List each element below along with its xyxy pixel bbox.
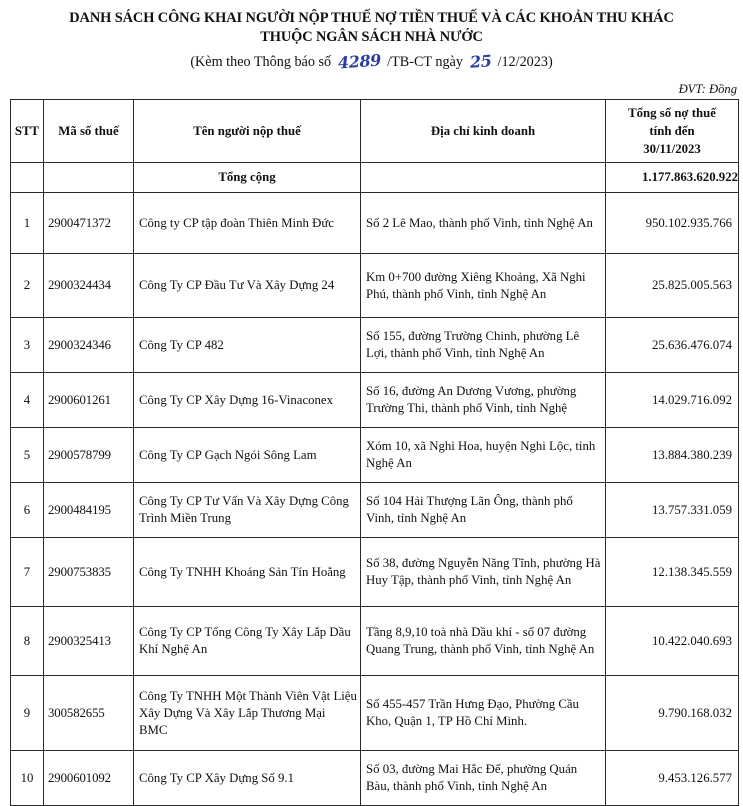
row-stt: 10 xyxy=(11,751,44,806)
table-row xyxy=(11,373,739,428)
column-header-stt: STT xyxy=(11,100,44,163)
table-row xyxy=(11,254,739,318)
row-business-address: Số 03, đường Mai Hắc Đế, phường Quán Bàu, thành phố Vinh, tỉnh Nghệ An xyxy=(361,751,606,806)
row-total-debt: 25.636.476.074 xyxy=(606,318,739,373)
row-stt: 6 xyxy=(11,483,44,538)
column-header-total-debt-line-1: Tổng số nợ thuế xyxy=(628,106,716,120)
row-business-address: Xóm 10, xã Nghi Hoa, huyện Nghi Lộc, tỉnh Nghệ An xyxy=(361,428,606,483)
subtitle-suffix-text: /12/2023) xyxy=(497,54,553,70)
row-taxpayer-name: Công Ty CP Xây Dựng Số 9.1 xyxy=(134,751,361,806)
row-business-address: Số 38, đường Nguyễn Năng Tĩnh, phường Hà Huy Tập, thành phố Vinh, tỉnh Nghệ An xyxy=(361,538,606,607)
total-row-stt-cell xyxy=(11,163,44,193)
column-header-taxpayer-name: Tên người nộp thuế xyxy=(134,100,361,163)
handwritten-day-number: 25 xyxy=(468,51,492,72)
column-header-total-debt-line-3: 30/11/2023 xyxy=(643,142,701,156)
debt-table-body xyxy=(11,163,739,806)
row-taxpayer-name: Công Ty CP Gạch Ngói Sông Lam xyxy=(134,428,361,483)
subtitle-prefix-text: (Kèm theo Thông báo số xyxy=(190,54,332,70)
total-row-address-cell xyxy=(361,163,606,193)
row-business-address: Số 104 Hải Thượng Lãn Ông, thành phố Vinh, tỉnh Nghệ An xyxy=(361,483,606,538)
document-title-line-2: THUỘC NGÂN SÁCH NHÀ NƯỚC xyxy=(260,29,483,45)
row-business-address: Tầng 8,9,10 toà nhà Dầu khí - số 07 đường Quang Trung, thành phố Vinh, tỉnh Nghệ An xyxy=(361,607,606,676)
row-total-debt: 9.790.168.032 xyxy=(606,676,739,751)
document-subtitle xyxy=(0,52,743,72)
row-tax-code: 2900324346 xyxy=(44,318,134,373)
row-total-debt: 12.138.345.559 xyxy=(606,538,739,607)
total-row-tax-code-cell xyxy=(44,163,134,193)
column-header-business-address: Địa chỉ kinh doanh xyxy=(361,100,606,163)
row-stt: 1 xyxy=(11,193,44,254)
row-business-address: Số 155, đường Trường Chinh, phường Lê Lợi, thành phố Vinh, tỉnh Nghệ An xyxy=(361,318,606,373)
table-row xyxy=(11,751,739,806)
row-taxpayer-name: Công Ty CP Tổng Công Ty Xây Lắp Dầu Khí Nghệ An xyxy=(134,607,361,676)
debt-table xyxy=(10,99,739,806)
row-total-debt: 14.029.716.092 xyxy=(606,373,739,428)
table-row xyxy=(11,607,739,676)
table-row xyxy=(11,318,739,373)
row-taxpayer-name: Công Ty TNHH Khoáng Sản Tín Hoằng xyxy=(134,538,361,607)
total-row xyxy=(11,163,739,193)
table-header-row xyxy=(11,100,739,163)
row-tax-code: 300582655 xyxy=(44,676,134,751)
row-total-debt: 13.884.380.239 xyxy=(606,428,739,483)
row-tax-code: 2900578799 xyxy=(44,428,134,483)
row-tax-code: 2900324434 xyxy=(44,254,134,318)
row-taxpayer-name: Công ty CP tập đoàn Thiên Minh Đức xyxy=(134,193,361,254)
row-taxpayer-name: Công Ty CP Đầu Tư Và Xây Dựng 24 xyxy=(134,254,361,318)
row-stt: 9 xyxy=(11,676,44,751)
row-tax-code: 2900484195 xyxy=(44,483,134,538)
document-title-line-1: DANH SÁCH CÔNG KHAI NGƯỜI NỘP THUẾ NỢ TIỀN THUẾ VÀ CÁC KHOẢN THU KHÁC xyxy=(69,10,674,26)
table-row xyxy=(11,428,739,483)
column-header-tax-code: Mã số thuế xyxy=(44,100,134,163)
row-stt: 8 xyxy=(11,607,44,676)
column-header-total-debt xyxy=(606,100,739,163)
row-stt: 7 xyxy=(11,538,44,607)
total-row-amount: 1.177.863.620.922 xyxy=(606,163,739,193)
row-business-address: Số 2 Lê Mao, thành phố Vinh, tỉnh Nghệ An xyxy=(361,193,606,254)
row-stt: 4 xyxy=(11,373,44,428)
table-row xyxy=(11,538,739,607)
row-business-address: Số 16, đường An Dương Vương, phường Trường Thi, thành phố Vinh, tỉnh Nghệ xyxy=(361,373,606,428)
row-taxpayer-name: Công Ty TNHH Một Thành Viên Vật Liệu Xây Dựng Và Xây Lắp Thương Mại BMC xyxy=(134,676,361,751)
row-taxpayer-name: Công Ty CP 482 xyxy=(134,318,361,373)
table-row xyxy=(11,193,739,254)
row-tax-code: 2900325413 xyxy=(44,607,134,676)
table-row xyxy=(11,676,739,751)
column-header-total-debt-line-2: tính đến xyxy=(649,124,695,138)
row-taxpayer-name: Công Ty CP Tư Vấn Và Xây Dựng Công Trình Miền Trung xyxy=(134,483,361,538)
table-row xyxy=(11,483,739,538)
currency-unit-label: ĐVT: Đồng xyxy=(678,82,737,96)
row-tax-code: 2900601092 xyxy=(44,751,134,806)
row-stt: 3 xyxy=(11,318,44,373)
debt-table-container xyxy=(10,99,738,806)
row-total-debt: 10.422.040.693 xyxy=(606,607,739,676)
row-stt: 5 xyxy=(11,428,44,483)
row-stt: 2 xyxy=(11,254,44,318)
row-tax-code: 2900753835 xyxy=(44,538,134,607)
row-tax-code: 2900471372 xyxy=(44,193,134,254)
row-total-debt: 9.453.126.577 xyxy=(606,751,739,806)
handwritten-notice-number: 4289 xyxy=(337,50,382,73)
row-total-debt: 950.102.935.766 xyxy=(606,193,739,254)
row-total-debt: 25.825.005.563 xyxy=(606,254,739,318)
debt-table-head xyxy=(11,100,739,163)
subtitle-middle-text: /TB-CT ngày xyxy=(387,54,463,70)
row-total-debt: 13.757.331.059 xyxy=(606,483,739,538)
row-business-address: Km 0+700 đường Xiêng Khoảng, Xã Nghi Phú, thành phố Vinh, tỉnh Nghệ An xyxy=(361,254,606,318)
row-tax-code: 2900601261 xyxy=(44,373,134,428)
row-taxpayer-name: Công Ty CP Xây Dựng 16-Vinaconex xyxy=(134,373,361,428)
row-business-address: Số 455-457 Trần Hưng Đạo, Phường Cầu Kho, Quận 1, TP Hồ Chí Minh. xyxy=(361,676,606,751)
total-row-label: Tổng cộng xyxy=(134,163,361,193)
document-header xyxy=(0,0,743,72)
